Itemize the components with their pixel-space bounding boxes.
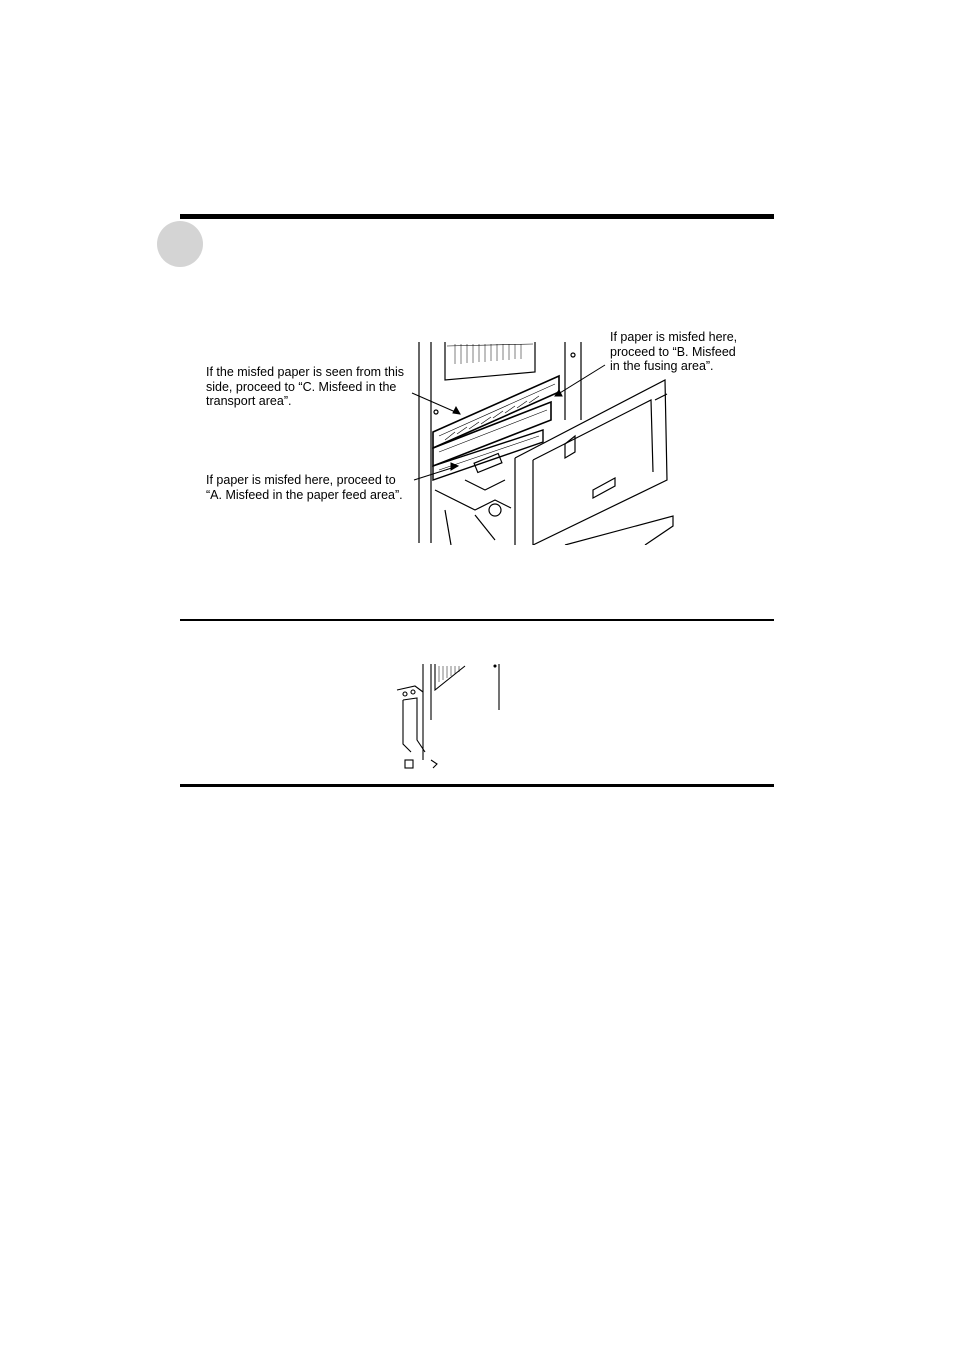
callout-fusing-area: If paper is misfed here, proceed to “B. Misfeed in the fusing area”. <box>610 330 738 373</box>
callout-transport-area: If the misfed paper is seen from this side, proceed to “C. Misfeed in the transport area”. <box>206 365 405 408</box>
section-rule <box>180 619 774 621</box>
callout-leader-lines <box>0 0 954 620</box>
copier-front-detail-illustration <box>395 660 510 772</box>
footer-rule <box>180 784 774 787</box>
callout-paper-feed-area: If paper is misfed here, proceed to “A. Misfeed in the paper feed area”. <box>206 473 403 502</box>
